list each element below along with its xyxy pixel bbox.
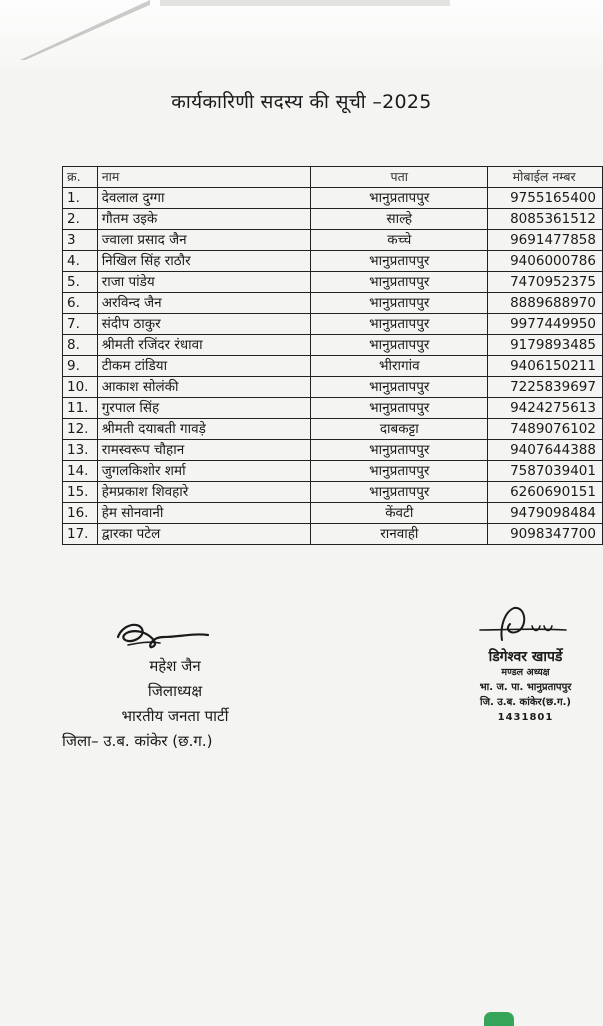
row-mobile: 7225839697	[488, 377, 603, 398]
row-address: रानवाही	[311, 524, 488, 545]
left-signatory-block	[60, 654, 290, 754]
table-header-row	[63, 167, 603, 188]
row-name: निखिल सिंह राठौर	[97, 251, 311, 272]
row-mobile: 9977449950	[488, 314, 603, 335]
row-serial: 9.	[63, 356, 98, 377]
table-row	[63, 503, 603, 524]
row-mobile: 9691477858	[488, 230, 603, 251]
row-name: राजा पांडेय	[97, 272, 311, 293]
row-name: गुरपाल सिंह	[97, 398, 311, 419]
row-serial: 12.	[63, 419, 98, 440]
row-name: संदीप ठाकुर	[97, 314, 311, 335]
stamp-place: जि. उ.ब. कांकेर(छ.ग.)	[480, 697, 571, 708]
table-row	[63, 398, 603, 419]
header-address: पता	[311, 167, 488, 188]
table-row	[63, 440, 603, 461]
left-signature-icon	[108, 615, 218, 655]
row-mobile: 8889688970	[488, 293, 603, 314]
table-row	[63, 293, 603, 314]
row-address: भानुप्रतापपुर	[311, 461, 488, 482]
row-serial: 10.	[63, 377, 98, 398]
row-serial: 2.	[63, 209, 98, 230]
table-row	[63, 377, 603, 398]
header-serial: क्र.	[63, 167, 98, 188]
row-serial: 14.	[63, 461, 98, 482]
row-mobile: 9479098484	[488, 503, 603, 524]
row-address: भानुप्रतापपुर	[311, 314, 488, 335]
right-signatory-stamp	[448, 650, 603, 725]
row-serial: 17.	[63, 524, 98, 545]
table-row	[63, 272, 603, 293]
left-signatory-district: जिला– उ.ब. कांकेर (छ.ग.)	[62, 732, 213, 750]
row-address: भानुप्रतापपुर	[311, 188, 488, 209]
row-address: भानुप्रतापपुर	[311, 440, 488, 461]
row-address: दाबकट्टा	[311, 419, 488, 440]
stamp-organization: भा. ज. पा. भानुप्रतापपुर	[479, 682, 572, 693]
row-name: रामस्वरूप चौहान	[97, 440, 311, 461]
row-name: श्रीमती रजिंदर रंधावा	[97, 335, 311, 356]
row-address: भानुप्रतापपुर	[311, 335, 488, 356]
row-address: कच्चे	[311, 230, 488, 251]
row-address: केंवटी	[311, 503, 488, 524]
header-name: नाम	[97, 167, 311, 188]
row-name: जुगलकिशोर शर्मा	[97, 461, 311, 482]
row-mobile: 9407644388	[488, 440, 603, 461]
stamp-designation: मण्डल अध्यक्ष	[501, 667, 550, 678]
row-serial: 1.	[63, 188, 98, 209]
document-title: कार्यकारिणी सदस्य की सूची –2025	[171, 91, 432, 113]
row-mobile: 7489076102	[488, 419, 603, 440]
row-address: भानुप्रतापपुर	[311, 398, 488, 419]
row-address: भानुप्रतापपुर	[311, 272, 488, 293]
row-address: भीरागांव	[311, 356, 488, 377]
row-serial: 3	[63, 230, 98, 251]
row-name: गौतम उइके	[97, 209, 311, 230]
row-serial: 8.	[63, 335, 98, 356]
row-name: अरविन्द जैन	[97, 293, 311, 314]
photo-top-background	[0, 0, 603, 70]
stamp-name: डिगेश्वर खापर्डे	[488, 649, 563, 665]
members-table-body	[63, 188, 603, 545]
left-signatory-name: महेश जैन	[149, 657, 201, 675]
row-name: आकाश सोलंकी	[97, 377, 311, 398]
table-row	[63, 419, 603, 440]
row-mobile: 7470952375	[488, 272, 603, 293]
row-serial: 6.	[63, 293, 98, 314]
table-row	[63, 230, 603, 251]
header-mobile: मोबाईल नम्बर	[488, 167, 603, 188]
row-mobile: 6260690151	[488, 482, 603, 503]
stamp-phone: 1431801	[497, 712, 554, 723]
row-serial: 11.	[63, 398, 98, 419]
table-row	[63, 314, 603, 335]
table-row	[63, 209, 603, 230]
row-name: टीकम टांडिया	[97, 356, 311, 377]
row-mobile: 9098347700	[488, 524, 603, 545]
table-row	[63, 335, 603, 356]
row-name: हेमप्रकाश शिवहारे	[97, 482, 311, 503]
row-name: हेम सोनवानी	[97, 503, 311, 524]
row-mobile: 9424275613	[488, 398, 603, 419]
table-row	[63, 251, 603, 272]
row-mobile: 9406000786	[488, 251, 603, 272]
row-mobile: 7587039401	[488, 461, 603, 482]
left-signatory-organization: भारतीय जनता पार्टी	[121, 707, 229, 725]
row-name: श्रीमती दयाबती गावड़े	[97, 419, 311, 440]
table-row	[63, 356, 603, 377]
row-name: द्वारका पटेल	[97, 524, 311, 545]
members-table	[62, 166, 603, 545]
row-address: भानुप्रतापपुर	[311, 293, 488, 314]
row-mobile: 9406150211	[488, 356, 603, 377]
row-serial: 13.	[63, 440, 98, 461]
row-name: ज्वाला प्रसाद जैन	[97, 230, 311, 251]
row-address: भानुप्रतापपुर	[311, 251, 488, 272]
left-signatory-designation: जिलाध्यक्ष	[147, 682, 203, 700]
row-mobile: 9179893485	[488, 335, 603, 356]
row-serial: 16.	[63, 503, 98, 524]
row-mobile: 8085361512	[488, 209, 603, 230]
row-serial: 15.	[63, 482, 98, 503]
row-address: भानुप्रतापपुर	[311, 482, 488, 503]
table-row	[63, 524, 603, 545]
table-row	[63, 188, 603, 209]
right-signature-icon	[474, 600, 574, 650]
row-address: भानुप्रतापपुर	[311, 377, 488, 398]
paper-edge-strip	[160, 0, 450, 6]
table-row	[63, 461, 603, 482]
row-serial: 5.	[63, 272, 98, 293]
row-address: साल्हे	[311, 209, 488, 230]
row-name: देवलाल दुग्गा	[97, 188, 311, 209]
row-serial: 4.	[63, 251, 98, 272]
table-row	[63, 482, 603, 503]
row-mobile: 9755165400	[488, 188, 603, 209]
row-serial: 7.	[63, 314, 98, 335]
